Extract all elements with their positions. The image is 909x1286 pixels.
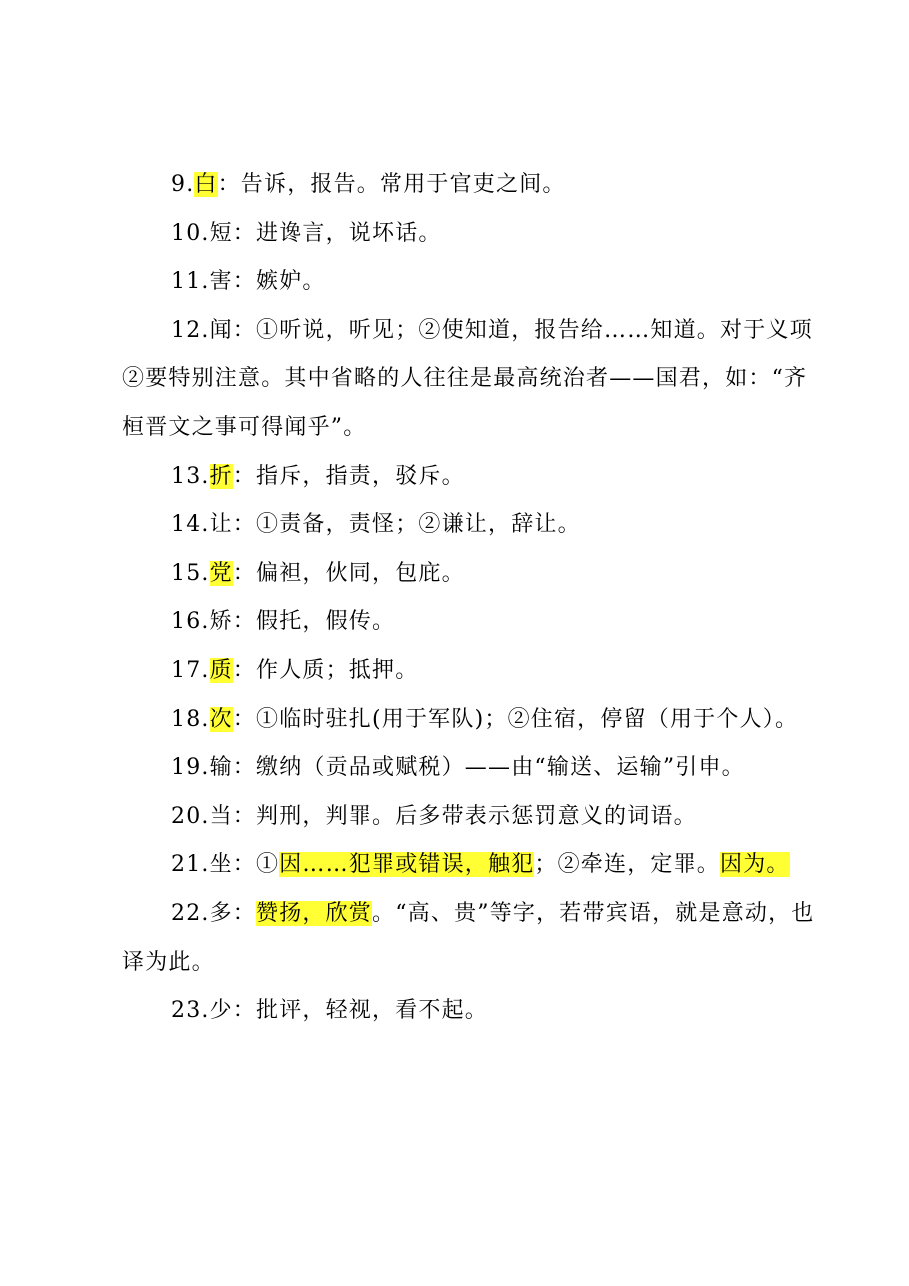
definition-entry	[122, 890, 822, 987]
entry-text: ：指斥，指责，驳斥。	[232, 463, 465, 489]
definition-entry	[122, 598, 822, 647]
entry-text: ；②牵连，定罪。	[534, 852, 721, 878]
definition-entry	[122, 744, 822, 793]
definition-entry	[122, 841, 822, 890]
highlighted-text: 因……犯罪或错误，触犯	[279, 852, 535, 878]
entry-text: 15.	[171, 560, 210, 586]
definition-entry	[122, 210, 822, 259]
definition-entry	[122, 258, 822, 307]
entry-text: 19.输：缴纳（贡品或赋税）——由“输送、运输”引申。	[171, 755, 745, 781]
highlighted-text: 赞扬，欣赏	[256, 900, 373, 926]
entry-text: 23.少：批评，轻视，看不起。	[171, 998, 488, 1024]
highlighted-text: 折	[209, 463, 233, 489]
definition-entry	[122, 453, 822, 502]
entry-text: 12.闻：①听说，听见；②使知道，报告给……知道。对于义项②要特别注意。其中省略的人往往是最高统治者——国君，如：“齐桓晋文之事可得闻乎”。	[122, 317, 813, 440]
entry-text: 11.害：嫉妒。	[171, 269, 326, 295]
highlighted-text: 因为。	[720, 852, 790, 878]
definition-entry	[122, 550, 822, 599]
definition-entry	[122, 501, 822, 550]
definition-list	[122, 161, 822, 1036]
entry-text: ：偏袒，伙同，包庇。	[232, 560, 465, 586]
entry-text: ：告诉，报告。常用于官吏之间。	[217, 172, 566, 197]
entry-text: 21.坐：①	[171, 852, 280, 878]
entry-text: 。“高、贵”等字，若带宾语，就是意动，也译为此。	[122, 900, 815, 975]
entry-text: 13.	[171, 463, 210, 489]
highlighted-text: 白	[194, 172, 218, 197]
definition-entry	[122, 696, 822, 745]
entry-text: 22.多：	[171, 900, 256, 926]
definition-entry	[122, 647, 822, 696]
definition-entry	[122, 987, 822, 1036]
definition-entry	[122, 161, 822, 210]
entry-text: 16.矫：假托，假传。	[171, 609, 396, 635]
entry-text: ：①临时驻扎(用于军队)；②住宿，停留（用于个人）。	[232, 706, 799, 732]
entry-text: ：作人质；抵押。	[232, 657, 419, 683]
entry-text: 17.	[171, 657, 210, 683]
entry-text: 9.	[171, 172, 195, 197]
entry-text: 18.	[171, 706, 210, 732]
entry-text: 14.让：①责备，责怪；②谦让，辞让。	[171, 512, 581, 538]
entry-text: 10.短：进谗言，说坏话。	[171, 220, 442, 246]
definition-entry	[122, 793, 822, 842]
highlighted-text: 次	[209, 706, 233, 732]
definition-entry	[122, 307, 822, 453]
highlighted-text: 党	[209, 560, 233, 586]
entry-text: 20.当：判刑，判罪。后多带表示惩罚意义的词语。	[171, 803, 697, 829]
highlighted-text: 质	[209, 657, 233, 683]
